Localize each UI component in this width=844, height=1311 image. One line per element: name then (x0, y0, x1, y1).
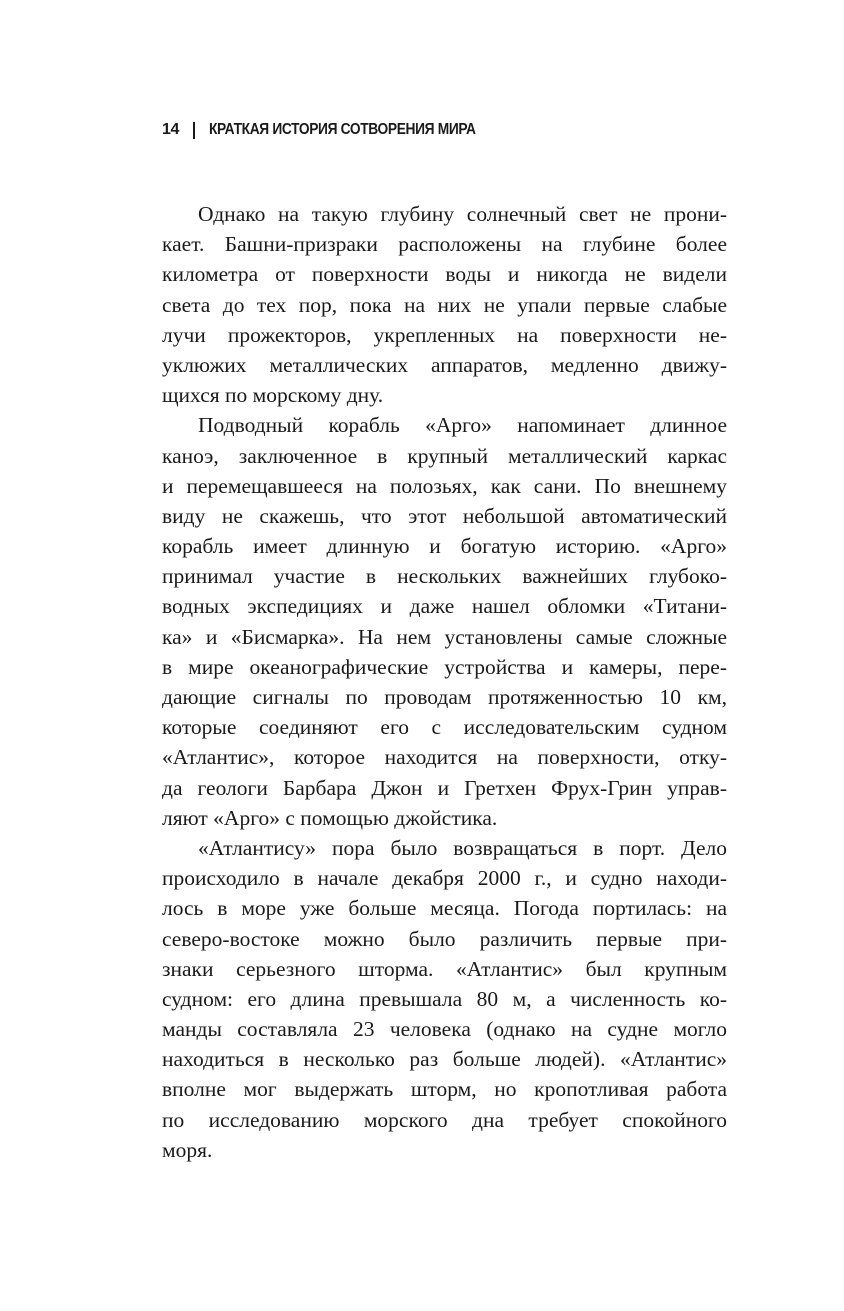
text-line: моря. (162, 1137, 213, 1162)
paragraph (162, 199, 727, 410)
text-line: кает. Башни-призраки расположены на глубине более (162, 232, 727, 257)
text-line: водных экспедициях и даже нашел обломки «Титани- (162, 594, 727, 619)
text-line: Однако на такую глубину солнечный свет не прони- (198, 202, 727, 226)
text-line: лось в море уже больше месяца. Погода портилась: на (162, 896, 727, 921)
text-line: дающие сигналы по проводам протяженностью 10 км, (162, 685, 727, 709)
text-line: лучи прожекторов, укрепленных на поверхности не- (162, 322, 727, 347)
page-number: 14 (162, 121, 179, 138)
text-line: ка» и «Бисмарка». На нем установлены самые сложные (162, 624, 727, 649)
text-line: в мире океанографические устройства и камеры, пере- (162, 654, 727, 679)
text-line: северо-востоке можно было различить первые при- (162, 926, 727, 951)
text-line: вполне мог выдержать шторм, но кропотливая работа (162, 1077, 727, 1102)
paragraph (162, 833, 727, 1165)
text-line: ляют «Арго» с помощью джойстика. (162, 805, 498, 830)
text-line: уклюжих металлических аппаратов, медленно движу- (162, 352, 727, 377)
text-line: которые соединяют его с исследовательским судном (162, 715, 727, 740)
text-line: знаки серьезного шторма. «Атлантис» был крупным (162, 956, 727, 981)
text-line: «Атлантис», которое находится на поверхности, отку- (162, 745, 727, 770)
book-title: КРАТКАЯ ИСТОРИЯ СОТВОРЕНИЯ МИРА (209, 121, 476, 138)
text-line: принимал участие в нескольких важнейших глубоко- (162, 564, 727, 589)
header-separator (193, 122, 195, 139)
text-line: щихся по морскому дну. (162, 383, 384, 408)
text-line: и перемещавшееся на полозьях, как сани. По внешнему (162, 473, 727, 498)
text-line: корабль имеет длинную и богатую историю. «Арго» (162, 534, 727, 559)
text-line: километра от поверхности воды и никогда не видели (162, 262, 727, 287)
text-line: происходило в начале декабря 2000 г., и судно находи- (162, 866, 727, 891)
text-line: по исследованию морского дна требует спокойного (162, 1107, 727, 1132)
text-line: находиться в несколько раз больше людей). «Атлантис» (162, 1047, 727, 1072)
text-line: да геологи Барбара Джон и Гретхен Фрух-Грин управ- (162, 775, 727, 800)
text-line: манды составляла 23 человека (однако на судне могло (162, 1017, 727, 1042)
running-head (162, 119, 519, 141)
text-line: судном: его длина превышала 80 м, а численность ко- (162, 986, 727, 1011)
text-line: каноэ, заключенное в крупный металлический каркас (162, 443, 727, 468)
paragraph (162, 410, 727, 833)
text-line: света до тех пор, пока на них не упали первые слабые (162, 292, 727, 317)
text-line: виду не скажешь, что этот небольшой автоматический (162, 503, 727, 528)
body-text (162, 199, 727, 1165)
text-line: «Атлантису» пора было возвращаться в порт. Дело (198, 835, 727, 860)
text-line: Подводный корабль «Арго» напоминает длинное (198, 413, 727, 438)
